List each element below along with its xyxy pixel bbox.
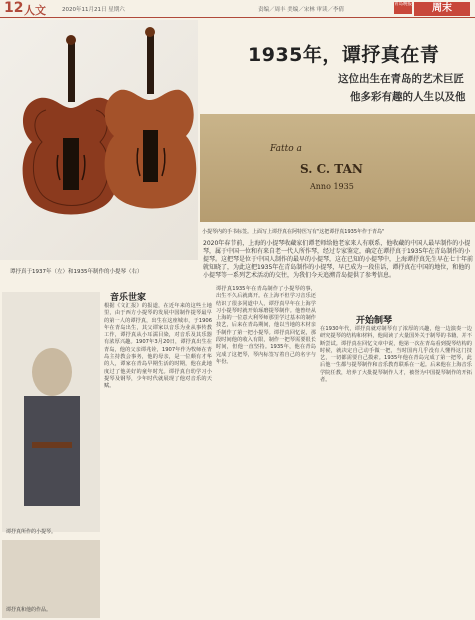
violins-photo	[0, 20, 198, 260]
issue-date: 2020年11月21日 星期六	[62, 7, 125, 13]
subheadline-1: 这位出生在青岛的艺术巨匠	[338, 73, 464, 85]
label-line-1: Fatto a	[270, 144, 302, 154]
violins-illustration	[0, 20, 198, 260]
section-name: 人文	[24, 4, 46, 17]
bottom-caption: 谭抒真和他的作品。	[6, 607, 52, 613]
page-number: 12	[4, 0, 24, 16]
headline: 1935年，谭抒真在青	[248, 44, 440, 66]
subheadline-2: 他多彩有趣的人生以及他	[350, 91, 466, 103]
portrait-caption: 谭抒真所作的小提琴。	[6, 529, 57, 535]
section-heading-start-making: 开始制琴	[356, 316, 393, 326]
column-1-text: 根据《文汇报》的报道，在近年来的这些土地里，由于西方小提琴的发展中国制作提琴最早的第一人的谭抒真，出生在这座城市，于1906年在青岛出生，其父谭家以音乐为业从事传教工作，谭抒真从小耳濡目染，对音乐及其乐器有浓厚兴趣。1907年3月20日，谭抒真出生在青岛，他的父亲谭兆铨，1907年作为牧师在青岛主持教会事务，他的母亲，是一位颇有才华的人，谭家在青岛早期生活的时期，他在此地度过了他美好的童年时光。谭抒真自幼学习小提琴及钢琴，少年时代就展现了他对音乐的天赋。	[104, 303, 212, 390]
intro-paragraph: 2020年春节前，上海的小提琴收藏家们谭老师给他老家来人有联系，他收藏的中国人最早制作的小提琴，属于中国一位和有来自老一代人所作琴，经过专家鉴定，确定在谭抒真于1935年在青岛制作的小提琴。这把琴是位于中国人制作的最早的小提琴，这在已知的小提琴中，上海谭抒真先生早在七十年前就知晓了，为此这把1935年在青岛制作的小提琴，早已成为一段佳话，谭抒真在中国的地位，和他的小提琴等一系列艺术活动的交往，为我们今天追溯青岛提供了参考信息。	[203, 240, 474, 279]
editor-credits: 责编／周丰 美编／宋林 审读／李倩	[258, 7, 344, 13]
portrait-photo	[2, 292, 100, 532]
newspaper-logo: 青岛晚报	[394, 2, 412, 14]
column-3-text: 在1930年代，谭抒真就对制琴有了浓厚的兴趣，他一边演奏一边研究提琴的结构和材料，他阅读了大量国外关于制琴的书籍，并不断尝试。谭抒真在回忆文章中说，他第一次在青岛看到提琴结构的时候，就决定自己动手做一把，当时国内几乎没有人懂得这门技艺，一切都需要自己摸索。1935年他在青岛完成了第一把琴，此后他一生都与提琴制作和音乐教育联系在一起。后来他在上海音乐学院任教，培养了大批提琴制作人才，被誉为中国提琴制作的开拓者。	[320, 326, 472, 384]
violins-caption: 谭抒真于1937年（左）和1935年制作的小提琴（右）	[10, 269, 143, 275]
violin-left	[23, 35, 120, 215]
weekend-badge: 周末	[414, 2, 470, 16]
violin-right	[105, 27, 197, 209]
label-caption: 小提琴内的手书标签。上面写上谭抒真在阿特医写有"这把谭抒真1935年作于青岛"	[202, 229, 385, 235]
column-2-text: 谭抒真1935年在青岛制作了小提琴的事，出生不久后就离开。在上海不但学习音乐还结识了很多同道中人，谭抒真早年在上海学习小提琴时就开始琢磨提琴制作。他曾经从上海的一位意大利琴师那里学过基本的制作技艺，后来在青岛期间，他以当地的木材亲手制作了第一把小提琴。谭抒真回忆说，那段时间他的收入有限，制作一把琴需要很长时间，但他一直坚持。1935年，他在青岛完成了这把琴，琴内标签写着自己的名字与年份。	[216, 286, 316, 365]
violin-label-photo	[200, 114, 475, 222]
label-line-2: S. C. TAN	[300, 162, 363, 176]
label-line-3: Anno 1935	[310, 182, 354, 191]
portrait-illustration	[2, 292, 100, 532]
section-heading-music-family: 音乐世家	[110, 293, 147, 303]
